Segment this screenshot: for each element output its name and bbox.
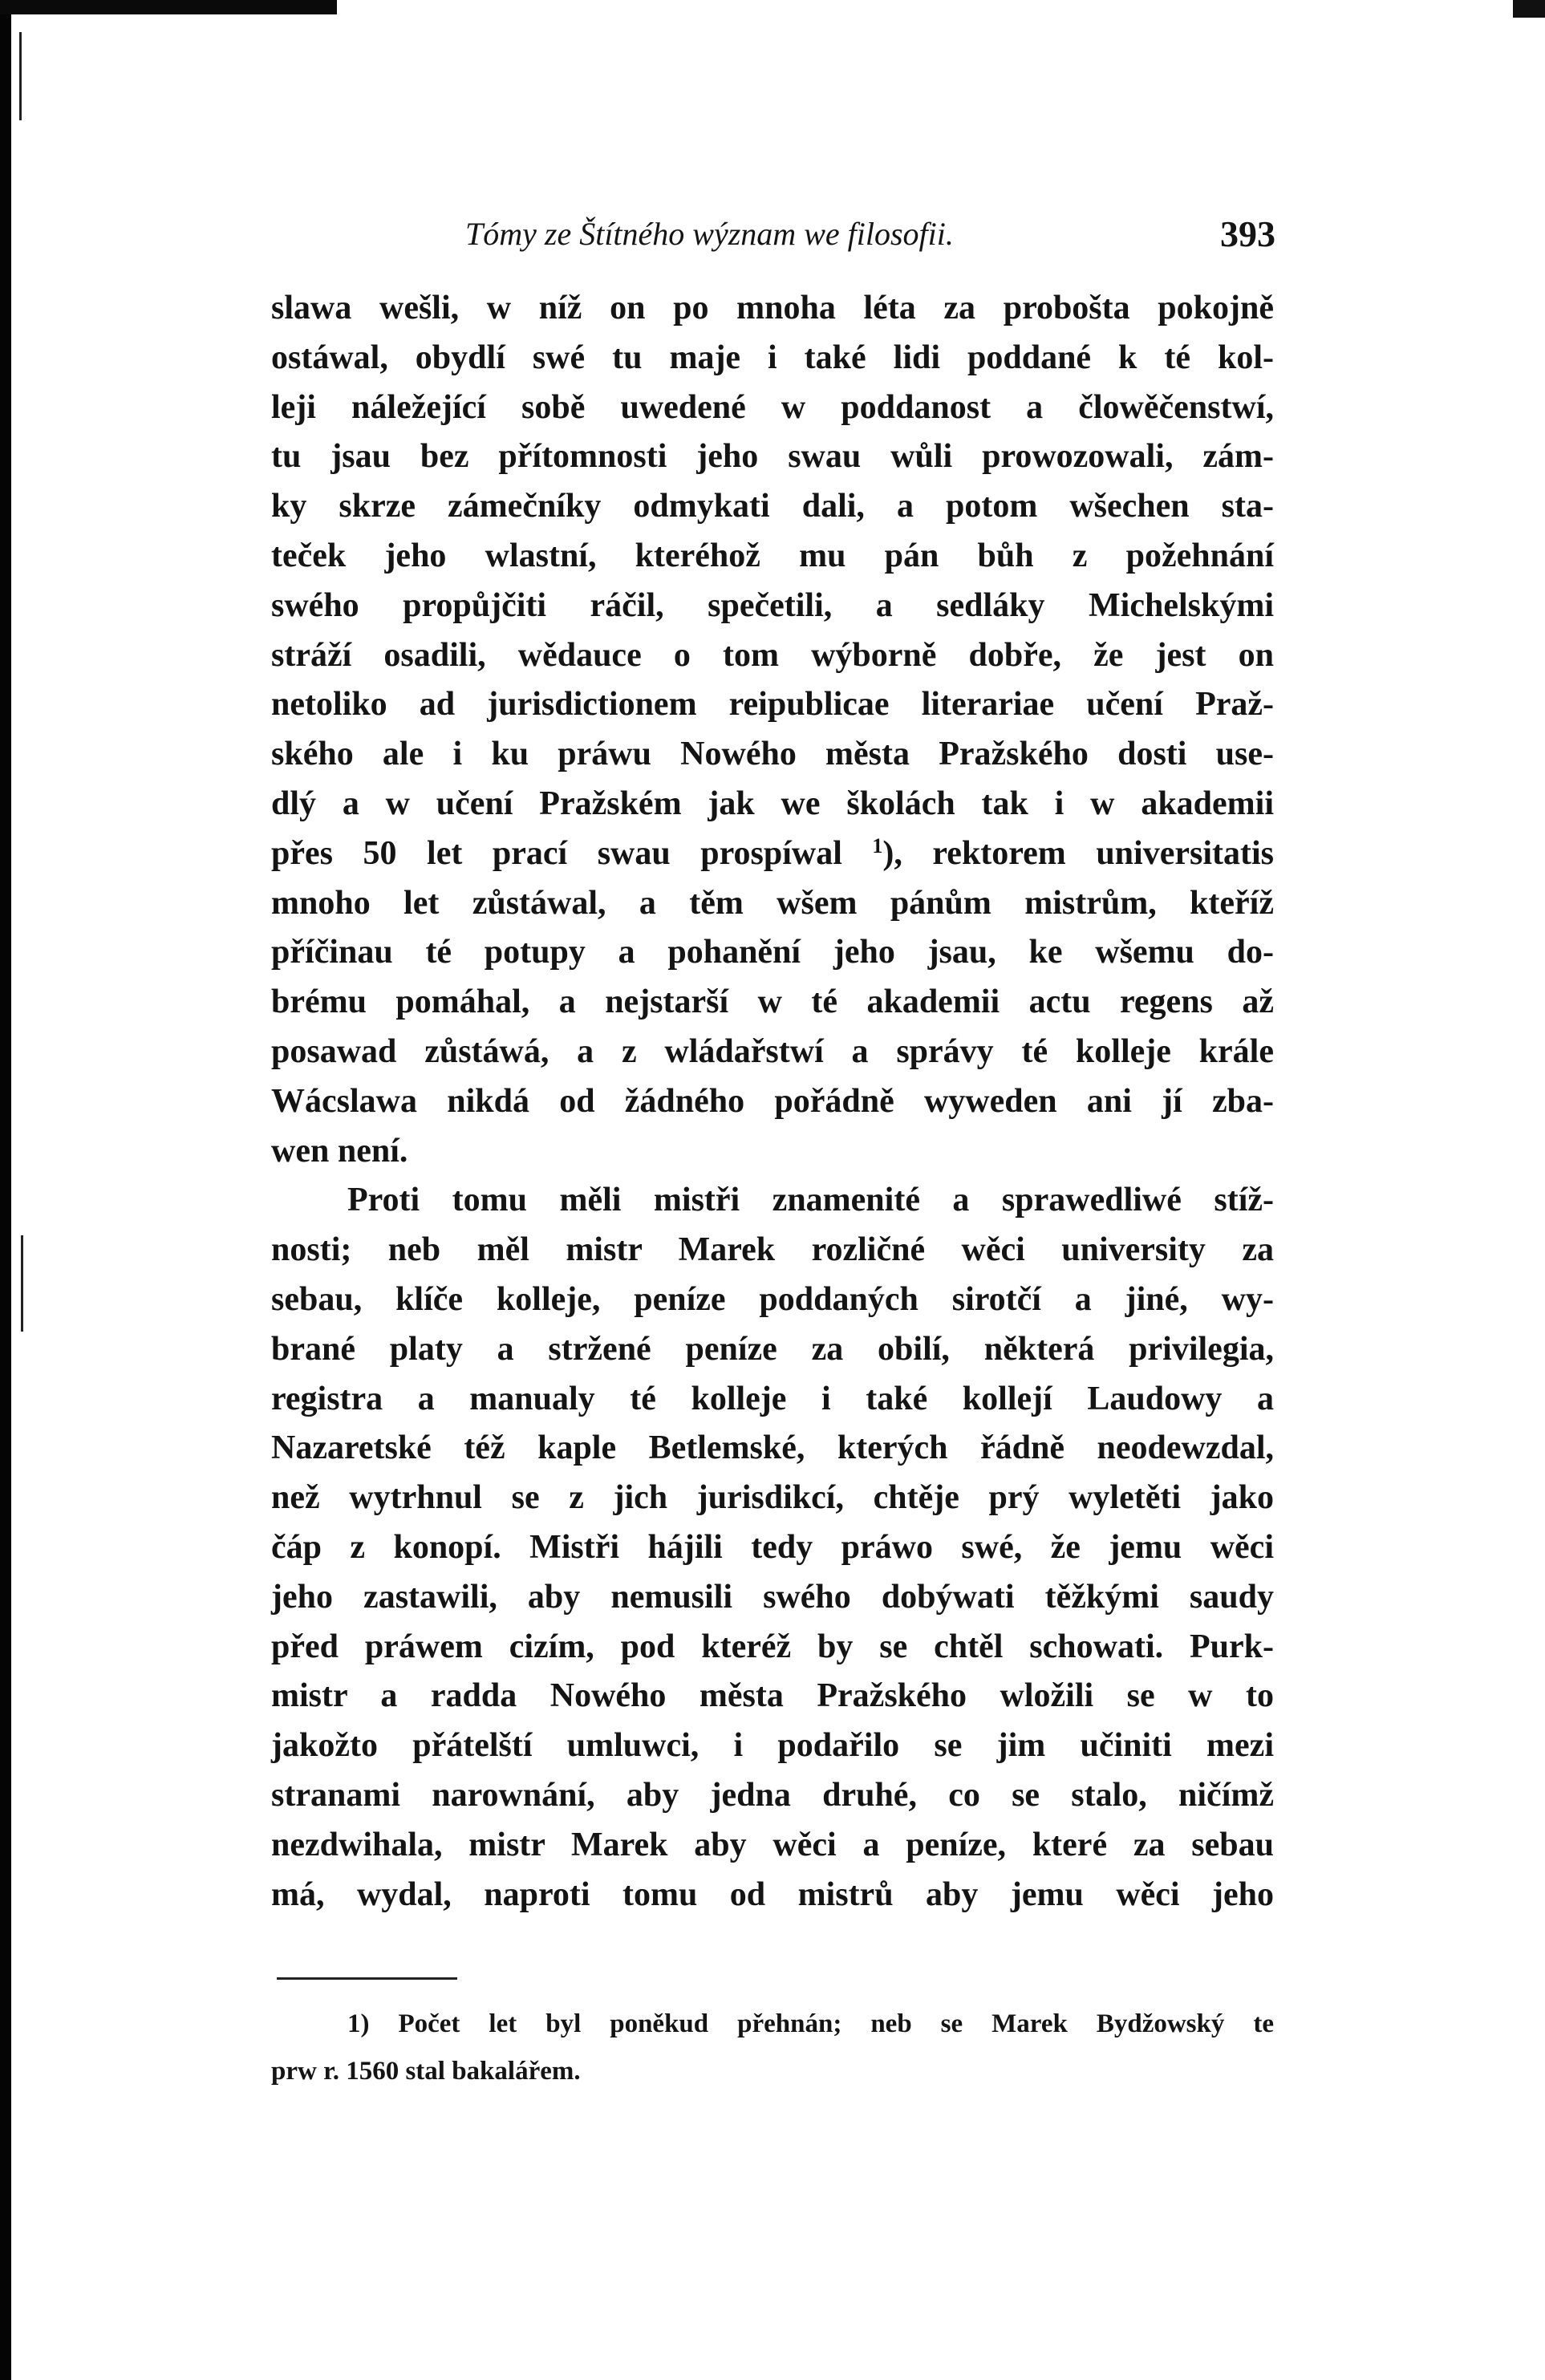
text-line: teček jeho wlastní, kteréhož mu pán bůh z požehnání [271, 537, 1274, 574]
footnote [271, 2001, 1274, 2095]
text-line-with-footnote-ref [271, 829, 1274, 879]
footnote-line: 1) Počet let byl poněkud přehnán; neb se Marek Bydžowský te [347, 2009, 1274, 2038]
text-line: dlý a w učení Pražském jak we školách tak i w akademii [271, 785, 1274, 822]
text-line: čáp z konopí. Mistři hájili tedy práwo swé, že jemu wěci [271, 1528, 1274, 1566]
margin-mark [21, 1235, 23, 1332]
text-line: brému pomáhal, a nejstarší w té akademii actu regens až [271, 983, 1274, 1021]
text-line: ostáwal, obydlí swé tu maje i také lidi poddané k té kol- [271, 339, 1274, 376]
text-line: jakožto přátelští umluwci, i podařilo se jim učiniti mezi [271, 1727, 1274, 1765]
text-line: nosti; neb měl mistr Marek rozličné wěci university za [271, 1231, 1274, 1269]
text-line: swého propůjčiti ráčil, spečetili, a sedláky Michelskými [271, 586, 1274, 624]
text-line: ky skrze zámečníky odmykati dali, a potom wšechen sta- [271, 488, 1274, 525]
text-segment: ), rektorem universitatis [882, 834, 1274, 872]
text-line: mistr a radda Nowého města Pražského wložili se w to [271, 1677, 1274, 1715]
text-line: registra a manualy té kolleje i také kollejí Laudowy a [271, 1380, 1274, 1417]
text-line: tu jsau bez přítomnosti jeho swau wůli prowozowali, zám- [271, 438, 1274, 476]
footnote-line: prw r. 1560 stal bakalářem. [271, 2057, 581, 2086]
text-line: jeho zastawili, aby nemusili swého dobýwati těžkými saudy [271, 1578, 1274, 1616]
text-line: má, wydal, naproti tomu od mistrů aby jemu wěci jeho [271, 1875, 1274, 1913]
footnote-divider [277, 1977, 457, 1980]
text-line: Wácslawa nikdá od žádného pořádně wyweden ani jí zba- [271, 1082, 1274, 1120]
text-line: leji náležející sobě uwedené w poddanost a člowěčenstwí, [271, 388, 1274, 426]
text-line: slawa wešli, w níž on po mnoha léta za probošta pokojně [271, 290, 1274, 326]
text-line: mnoho let zůstáwal, a těm wšem pánům mistrům, kteříž [271, 884, 1274, 922]
text-line: než wytrhnul se z jich jurisdikcí, chtěje prý wyletěti jako [271, 1479, 1274, 1517]
text-line: sebau, klíče kolleje, peníze poddaných sirotčí a jiné, wy- [271, 1280, 1274, 1318]
text-line: posawad zůstáwá, a z wládařstwí a správy té kolleje krále [271, 1032, 1274, 1070]
text-line: Nazaretské též kaple Betlemské, kterých řádně neodewzdal, [271, 1429, 1274, 1467]
text-line: brané platy a stržené peníze za obilí, některá privilegia, [271, 1330, 1274, 1368]
text-line: Proti tomu měli mistři znamenité a sprawedliwé stíž- [347, 1182, 1274, 1219]
running-title: Tómy ze Štítného wýznam we filosofii. [465, 216, 954, 252]
text-line: netoliko ad jurisdictionem reipublicae literariae učení Praž- [271, 686, 1274, 724]
text-line: nezdwihala, mistr Marek aby wěci a peníze, které za sebau [271, 1826, 1274, 1863]
scan-border-right [1513, 0, 1545, 18]
margin-mark [19, 32, 22, 120]
page-number: 393 [1220, 213, 1275, 254]
text-line: stráží osadili, wědauce o tom wýborně dobře, že jest on [271, 636, 1274, 674]
main-text [271, 284, 1274, 1920]
running-header [277, 210, 1275, 258]
text-line: stranami narownání, aby jedna druhé, co se stalo, ničímž [271, 1776, 1274, 1814]
text-line: ského ale i ku práwu Nowého města Pražského dosti use- [271, 736, 1274, 773]
text-segment: přes 50 let prací swau prospíwal [271, 834, 842, 872]
footnote-reference: 1 [872, 833, 883, 858]
scan-border-left [0, 0, 11, 2380]
scan-border-top [0, 0, 337, 14]
text-line: wen není. [271, 1132, 408, 1170]
text-line: před práwem cizím, pod kteréž by se chtěl schowati. Purk- [271, 1628, 1274, 1665]
text-line: příčinau té potupy a pohanění jeho jsau, ke wšemu do- [271, 934, 1274, 971]
